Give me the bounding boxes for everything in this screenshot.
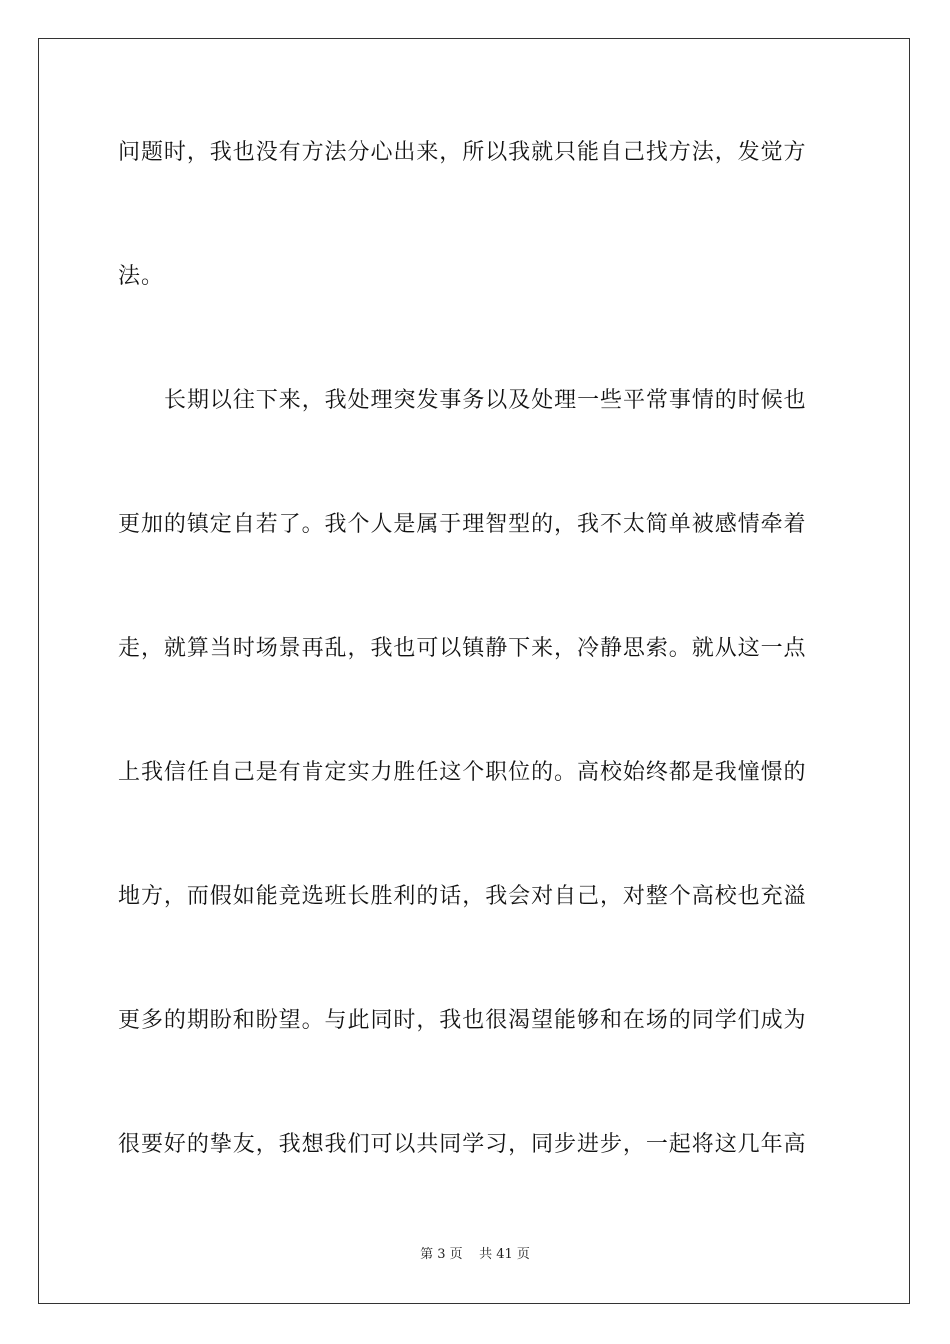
body-text-line: 很要好的挚友，我想我们可以共同学习，同步进步，一起将这几年高 [118,1132,807,1157]
body-text-line: 更加的镇定自若了。我个人是属于理智型的，我不太简单被感情牵着 [118,512,807,537]
paragraph-first-line: 长期以往下来，我处理突发事务以及处理一些平常事情的时候也 [164,388,807,413]
body-text-line: 地方，而假如能竞选班长胜利的话，我会对自己，对整个高校也充溢 [118,884,807,909]
body-text-line: 问题时，我也没有方法分心出来，所以我就只能自己找方法，发觉方 [118,140,807,165]
body-text-line: 更多的期盼和盼望。与此同时，我也很渴望能够和在场的同学们成为 [118,1008,807,1033]
body-text-line: 上我信任自己是有肯定实力胜任这个职位的。高校始终都是我憧憬的 [118,760,807,785]
page-border [38,38,910,1304]
page-number-footer: 第 3 页 共 41 页 [420,1247,530,1262]
body-text-line: 法。 [118,264,164,289]
body-text-line: 走，就算当时场景再乱，我也可以镇静下来，冷静思索。就从这一点 [118,636,807,661]
